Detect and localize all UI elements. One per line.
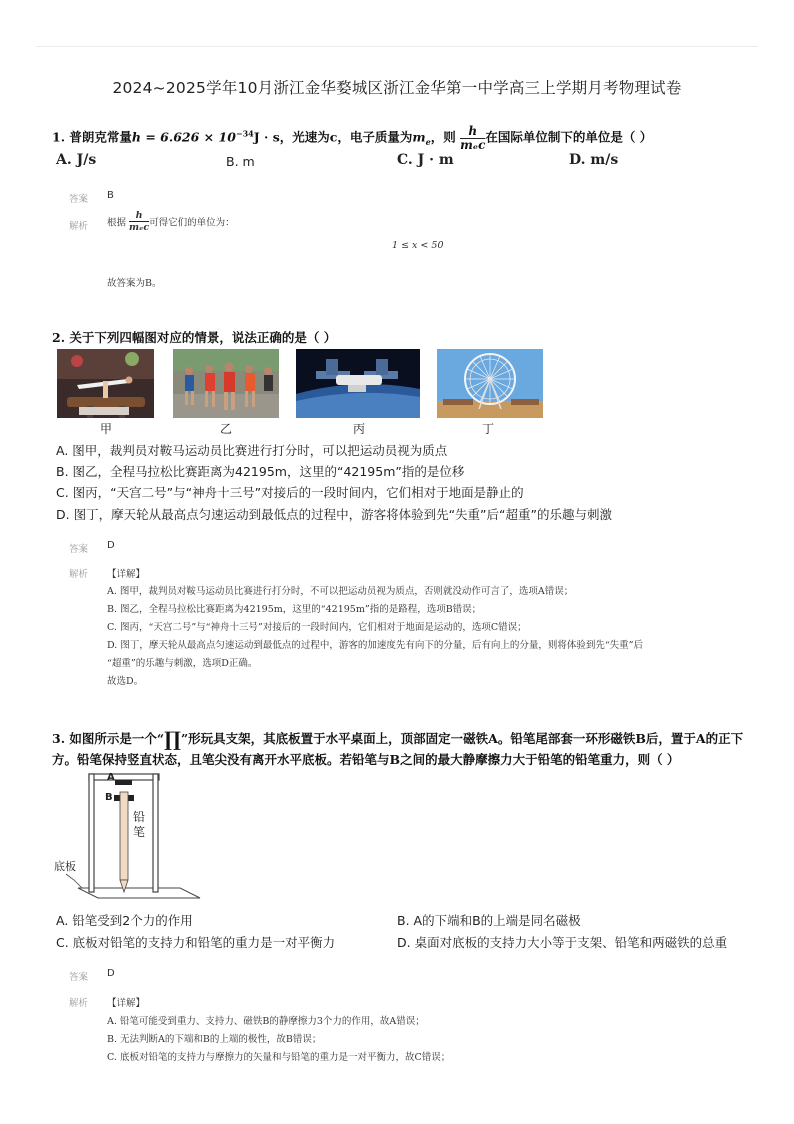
q1-formula: 1 ≤ x < 50 [392, 240, 444, 251]
q1-stem-me-sub: e [425, 137, 431, 147]
q3-answer-value: D [107, 968, 115, 979]
q3-option-b[interactable]: B. A的下端和B的上端是同名磁极 [397, 913, 581, 928]
caption-yi: 乙 [219, 422, 232, 436]
q3-stem-line-2: 方。铅笔保持竖直状态，且笔尖没有离开水平底板。若铅笔与B之间的最大静摩擦力大于铅笔的铅笔重力，则（ ） [52, 752, 680, 767]
q3-option-a[interactable]: A. 铅笔受到2个力的作用 [56, 913, 193, 928]
q1-answer-value: B [107, 190, 114, 201]
q3-stem-symbol: ∏ [164, 727, 181, 751]
q1-stem-unit: J · s，光速为 [253, 129, 330, 145]
photo-marathon [173, 349, 279, 418]
q1-analysis-frac-num: h [129, 210, 149, 222]
document-title: 2024~2025学年10月浙江金华婺城区浙江金华第一中学高三上学期月考物理试卷 [112, 79, 682, 97]
caption-bing: 丙 [352, 422, 365, 436]
q3-analysis-line-1: A. 铅笔可能受到重力、支持力、磁铁B的静摩擦力3个力的作用，故A错误； [107, 1016, 425, 1027]
q3-label-base: 底板 [54, 860, 76, 873]
q1-stem-tail: 在国际单位制下的单位是（ ） [485, 129, 653, 145]
q3-label-pencil-1: 铅 [133, 810, 146, 824]
q1-stem-c: c，电子质量为 [329, 129, 413, 145]
q2-analysis-line-2: B. 图乙，全程马拉松比赛距离为42195m，这里的“42195m”指的是路程，选项B错误； [107, 604, 482, 615]
q1-stem-then: ，则 [430, 129, 456, 145]
q2-option-d[interactable]: D. 图丁，摩天轮从最高点匀速运动到最低点的过程中，游客将体验到先“失重”后“超重”的乐趣与刺激 [56, 507, 612, 522]
q2-analysis-label: 解析 [69, 569, 89, 580]
q1-stem [52, 125, 652, 151]
q2-analysis-line-3: C. 图丙，“天宫二号”与“神舟十三号”对接后的一段时间内，它们相对于地面是运动的，选项C错误； [107, 622, 527, 633]
photo-space-station [296, 349, 420, 418]
q3-analysis-line-3: C. 底板对铅笔的支持力与摩擦力的矢量和与铅笔的重力是一对平衡力，故C错误； [107, 1052, 451, 1063]
header-divider [36, 46, 758, 47]
q1-option-d[interactable]: D. m/s [569, 152, 619, 168]
q3-label-a: A [107, 772, 115, 783]
q1-stem-me: m [412, 129, 426, 145]
q3-option-c[interactable]: C. 底板对铅笔的支持力和铅笔的重力是一对平衡力 [56, 935, 336, 950]
q1-stem-prefix: 1. 普朗克常量 [52, 129, 132, 145]
q2-answer-value: D [107, 540, 115, 551]
q3-analysis-line-2: B. 无法判断A的下端和B的上端的极性，故B错误； [107, 1034, 322, 1045]
q1-analysis-fraction [129, 210, 149, 233]
q1-analysis-label: 解析 [69, 221, 89, 232]
q2-analysis-line-4: D. 图丁，摩天轮从最高点匀速运动到最低点的过程中，游客的加速度先有向下的分量，后有向上的分量，则将体验到先“失重”后 [107, 640, 644, 651]
photo-ferris-wheel [437, 349, 543, 418]
q2-analysis-line-5: “超重”的乐趣与刺激，选项D正确。 [107, 658, 258, 669]
q1-analysis-pre: 根据 [107, 217, 127, 229]
q1-analysis-text [107, 210, 235, 233]
q2-detail-tag: 【详解】 [107, 569, 146, 580]
q2-analysis-line-6: 故选D。 [107, 676, 144, 687]
q1-stem-exp: −34 [235, 128, 254, 139]
q1-stem-h: h = 6.626 × 10 [131, 129, 236, 145]
q2-answer-label: 答案 [69, 544, 89, 555]
photo-gymnast [57, 349, 154, 418]
q1-conclusion: 故答案为B。 [107, 278, 162, 289]
q3-answer-label: 答案 [69, 972, 89, 983]
q1-option-c[interactable]: C. J · m [397, 152, 454, 168]
q3-detail-tag: 【详解】 [107, 998, 146, 1009]
q3-stem-line-1 [52, 727, 743, 751]
q1-frac-num: h [460, 125, 485, 139]
q3-option-d[interactable]: D. 桌面对底板的支持力大小等于支架、铅笔和两磁铁的总重 [397, 935, 728, 950]
q1-fraction [460, 125, 485, 151]
q2-option-c[interactable]: C. 图丙，“天宫二号”与“神舟十三号”对接后的一段时间内，它们相对于地面是静止的 [56, 485, 524, 500]
q3-label-b: B [105, 792, 113, 803]
q2-analysis-line-1: A. 图甲，裁判员对鞍马运动员比赛进行打分时，不可以把运动员视为质点，否则就没动作可言了，选项A错误； [107, 586, 574, 597]
q3-stem-1b: ”形玩具支架，其底板置于水平桌面上，顶部固定一磁铁A。铅笔尾部套一环形磁铁B后，置于A的正下 [180, 731, 744, 746]
q1-analysis-post: 可得它们的单位为： [149, 217, 235, 229]
q1-analysis-frac-den: mₑc [129, 222, 150, 233]
q1-answer-label: 答案 [69, 194, 89, 205]
caption-ding: 丁 [481, 422, 494, 436]
q1-option-b[interactable]: B. m [226, 154, 255, 169]
q3-analysis-label: 解析 [69, 998, 89, 1009]
q1-option-a[interactable]: A. J/s [56, 152, 97, 168]
q2-option-b[interactable]: B. 图乙，全程马拉松比赛距离为42195m，这里的“42195m”指的是位移 [56, 464, 465, 479]
caption-jia: 甲 [99, 422, 112, 436]
q1-frac-den: mₑc [460, 138, 486, 152]
q3-stem-1a: 3. 如图所示是一个“ [52, 731, 165, 746]
q2-option-a[interactable]: A. 图甲，裁判员对鞍马运动员比赛进行打分时，可以把运动员视为质点 [56, 443, 448, 458]
q2-stem: 2. 关于下列四幅图对应的情景，说法正确的是（ ） [52, 330, 337, 345]
q3-label-pencil-2: 笔 [133, 825, 146, 839]
